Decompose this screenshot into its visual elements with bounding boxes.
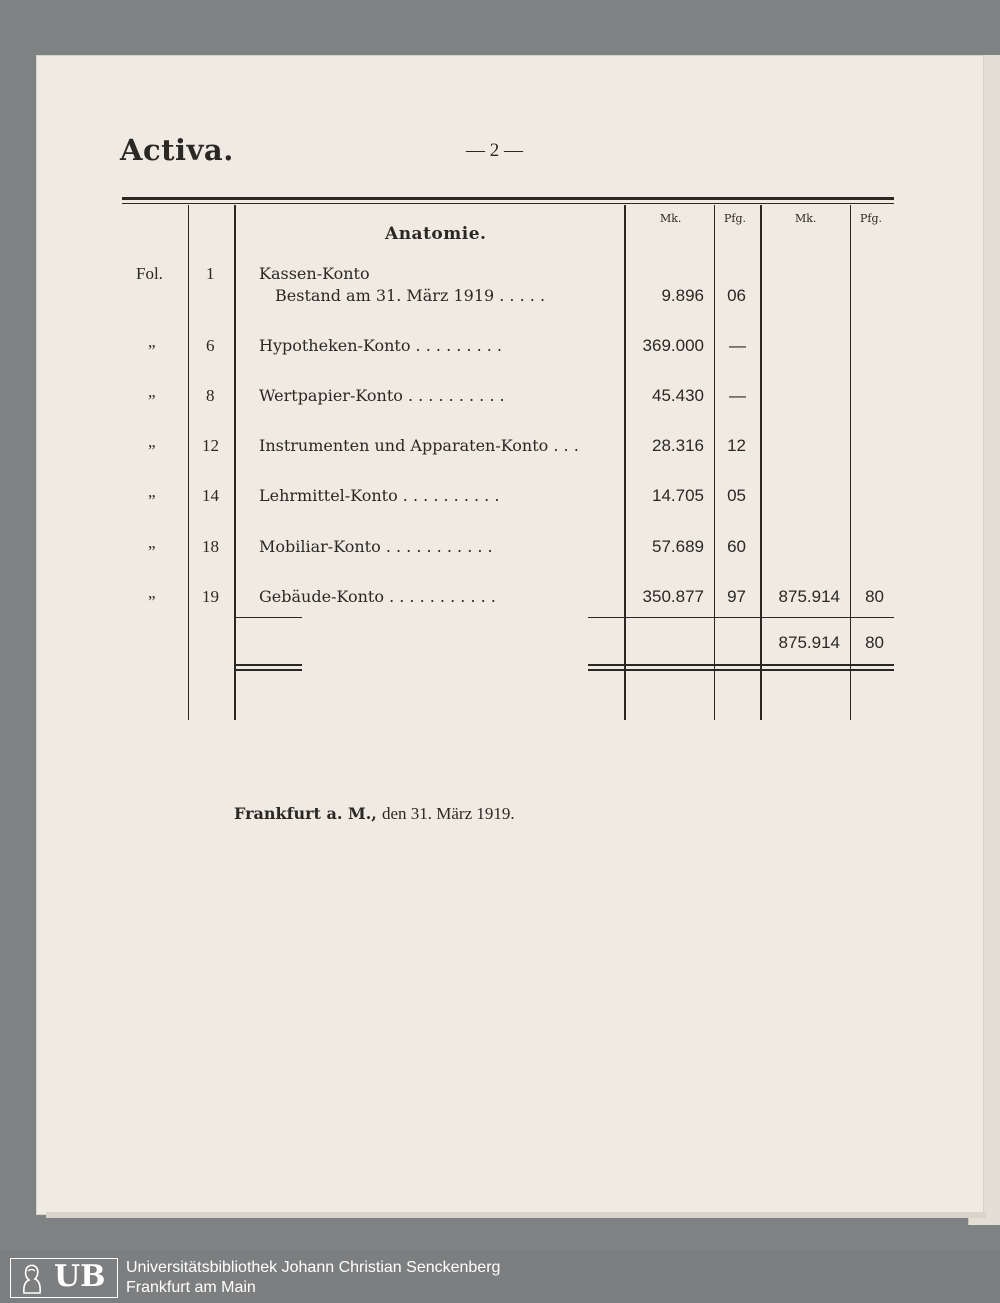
account-name: Hypotheken-Konto . . . . . . . . .: [259, 336, 503, 355]
amount-pfg: 97: [727, 587, 746, 606]
document-page: [36, 55, 984, 1215]
table-top-rule: [122, 197, 894, 200]
amount-pfg: —: [729, 386, 746, 405]
col-divider-pfg1: [714, 205, 715, 720]
amount-mk: 28.316: [652, 436, 704, 455]
page-number: — 2 —: [466, 140, 523, 161]
amount-double-rule-top: [588, 664, 894, 666]
account-name: Wertpapier-Konto . . . . . . . . . .: [259, 386, 505, 405]
library-city: Frankfurt am Main: [126, 1279, 256, 1296]
place-name: Frankfurt a. M.,: [234, 804, 377, 823]
col-divider-no: [234, 205, 236, 720]
sum-pfg: 80: [865, 633, 884, 652]
account-name: Kassen-Konto: [259, 264, 370, 283]
account-name: Mobiliar-Konto . . . . . . . . . . .: [259, 537, 493, 556]
account-number: 6: [206, 336, 215, 355]
col-divider-pfg2: [850, 205, 851, 720]
desc-double-rule-top: [236, 664, 302, 666]
account-number: 8: [206, 386, 215, 405]
folio-ditto: „: [148, 382, 156, 401]
desc-subtotal-rule: [236, 617, 302, 618]
folio-label: Fol.: [136, 264, 163, 283]
section-heading-activa: Activa.: [120, 133, 234, 167]
amount-pfg: —: [729, 336, 746, 355]
desc-double-rule-bottom: [236, 669, 302, 671]
sum-mk: 875.914: [778, 633, 840, 652]
account-number: 12: [202, 436, 219, 455]
amount-mk: 45.430: [652, 386, 704, 405]
account-number: 14: [202, 486, 219, 505]
amount-pfg: 12: [727, 436, 746, 455]
amount-double-rule-bottom: [588, 669, 894, 671]
date-text: den 31. März 1919.: [381, 804, 515, 823]
amount-pfg: 05: [727, 486, 746, 505]
header-mk-1: Mk.: [660, 212, 682, 225]
amount-mk: 9.896: [661, 286, 704, 305]
header-mk-2: Mk.: [795, 212, 817, 225]
amount-mk: 369.000: [642, 336, 704, 355]
amount-mk: 57.689: [652, 537, 704, 556]
account-detail: Bestand am 31. März 1919 . . . . .: [275, 286, 546, 305]
col-divider-mk1: [624, 205, 626, 720]
account-name: Lehrmittel-Konto . . . . . . . . . .: [259, 486, 500, 505]
folio-ditto: „: [148, 583, 156, 602]
account-number: 19: [202, 587, 219, 606]
total-pfg: 80: [865, 587, 884, 606]
amount-mk: 14.705: [652, 486, 704, 505]
account-number: 18: [202, 537, 219, 556]
table-top-rule-thin: [122, 203, 894, 204]
table-title: Anatomie.: [385, 224, 487, 244]
amount-mk: 350.877: [642, 587, 704, 606]
folio-ditto: „: [148, 332, 156, 351]
account-name: Gebäude-Konto . . . . . . . . . . .: [259, 587, 496, 606]
header-pfg-2: Pfg.: [860, 212, 883, 225]
folio-ditto: „: [148, 533, 156, 552]
account-number: 1: [206, 264, 215, 283]
ub-logo-text: UB: [54, 1259, 106, 1294]
portrait-icon: [14, 1261, 48, 1295]
amount-pfg: 06: [727, 286, 746, 305]
col-divider-fol: [188, 205, 189, 720]
amount-pfg: 60: [727, 537, 746, 556]
library-name: Universitätsbibliothek Johann Christian Senckenberg: [126, 1259, 501, 1276]
account-name: Instrumenten und Apparaten-Konto . . .: [259, 436, 579, 455]
page-edge-shadow: [46, 1212, 986, 1218]
amount-subtotal-rule: [588, 617, 894, 618]
total-mk: 875.914: [778, 587, 840, 606]
folio-ditto: „: [148, 432, 156, 451]
folio-ditto: „: [148, 482, 156, 501]
place-date-line: [234, 804, 515, 824]
header-pfg-1: Pfg.: [724, 212, 747, 225]
